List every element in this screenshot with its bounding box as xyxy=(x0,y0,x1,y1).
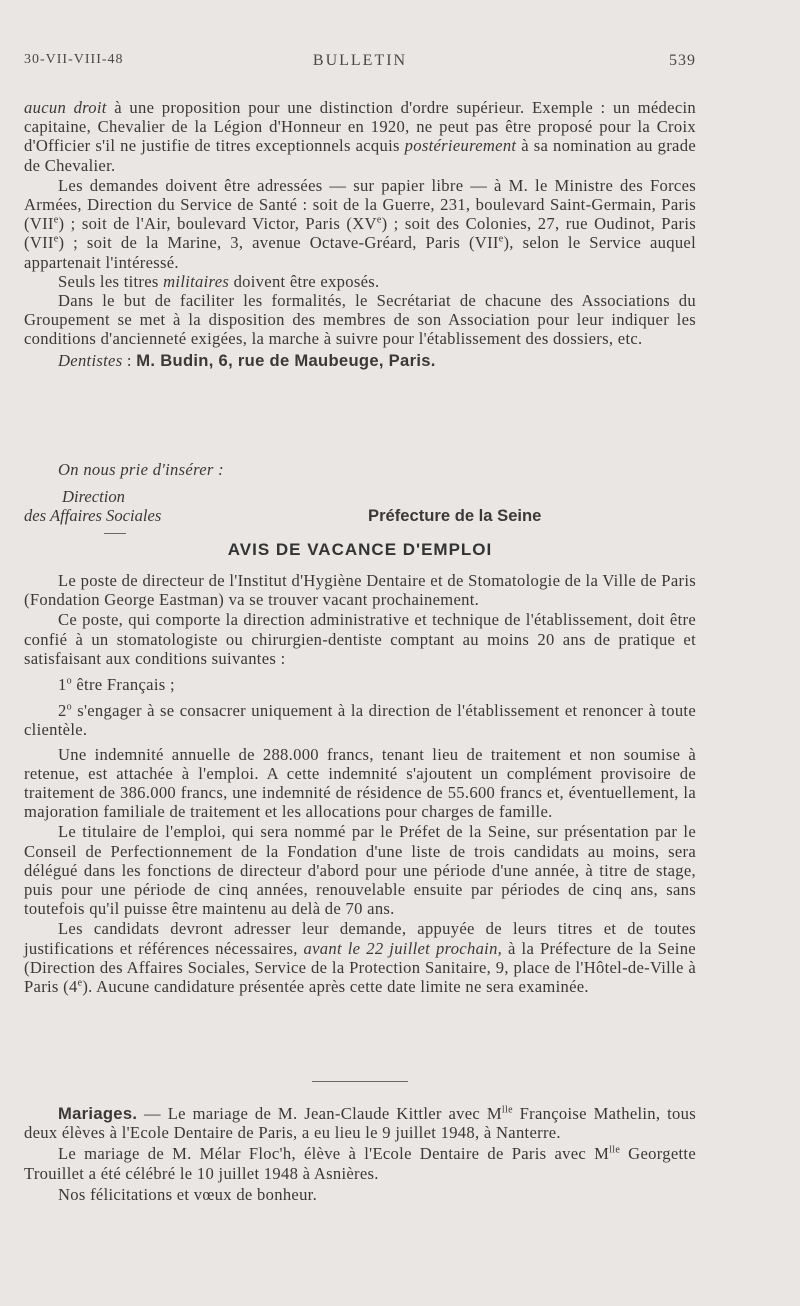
superscript: e xyxy=(53,214,59,226)
superscript: e xyxy=(376,214,382,226)
text: s'engager à se consacrer uniquement à la direction de l'établissement et renoncer à toute clientèle. xyxy=(24,701,696,740)
superscript: lle xyxy=(609,1144,621,1156)
text: ) ; soit de l'Air, boulevard Victor, Paris (XV xyxy=(58,214,377,234)
text: : xyxy=(122,350,137,370)
divider xyxy=(312,1081,408,1082)
paragraph xyxy=(24,176,696,272)
superscript: e xyxy=(498,233,504,245)
paragraph xyxy=(24,919,696,996)
text: ) ; soit de la Marine, 3, avenue Octave-Gréard, Paris (VII xyxy=(58,233,499,253)
italic-text: aucun droit xyxy=(24,98,107,117)
condition-item xyxy=(24,675,696,694)
italic-text: Direction xyxy=(62,487,125,506)
divider xyxy=(104,533,126,534)
italic-text: postérieurement xyxy=(404,136,517,156)
page-number: 539 xyxy=(669,52,696,69)
header-title: BULLETIN xyxy=(312,52,408,69)
text: Le mariage de M. Mélar Floc'h, élève à l'Ecole Dentaire de Paris avec M xyxy=(58,1144,610,1164)
text: à sa nomination au grade de Chevalier. xyxy=(24,136,696,175)
paragraph: Le titulaire de l'emploi, qui sera nommé par le Préfet de la Seine, sur présentation par le Conseil de Perfectionnement de la Fondation d'une liste de trois candidats au moins, sera délégué dans les fonctions de directeur d'abord pour une période d'une année, à titre de stage, puis pour une période de cinq années, renouvelable ensuite par périodes de cinq ans, sans toutefois qu'il puisse être maintenu au delà de 70 ans. xyxy=(24,822,696,919)
paragraph: Une indemnité annuelle de 288.000 francs, tenant lieu de traitement et non soumise à retenue, est attachée à l'emploi. A cette indemnité s'ajoutent un complément provisoire de traitement de 386.000 francs, une indemnité de résidence de 55.600 francs et, éventuellement, la majoration familiale de traitement et les allocations pour charges de famille. xyxy=(24,744,696,822)
text: — Le mariage de M. Jean-Claude Kittler avec M xyxy=(137,1104,502,1123)
insert-intro xyxy=(24,460,696,479)
paragraph xyxy=(24,1104,696,1142)
paragraph: Le poste de directeur de l'Institut d'Hygiène Dentaire et de Stomatologie de la Ville de Paris (Fondation George Eastman) va se trouver vacant prochainement. xyxy=(24,571,696,610)
italic-text: Dentistes xyxy=(58,350,123,370)
superscript: e xyxy=(53,233,59,245)
text: être Français ; xyxy=(71,675,175,695)
superscript: o xyxy=(66,701,72,713)
text: doivent être exposés. xyxy=(229,271,380,291)
section-vacance xyxy=(24,571,696,996)
address-bold: M. Budin, 6, rue de Maubeuge, Paris. xyxy=(136,350,436,370)
paragraph xyxy=(24,98,696,175)
text: Seuls les titres xyxy=(58,271,164,291)
condition-item xyxy=(24,701,696,739)
section-label: Mariages. xyxy=(58,1104,138,1123)
paragraph: Ce poste, qui comporte la direction administrative et technique de l'établissement, doit être confié à un stomatologiste ou chirurgien-dentiste comptant au moins 20 ans de pratique et satisfaisant aux conditions suivantes : xyxy=(24,610,696,668)
text xyxy=(24,460,696,479)
paragraph xyxy=(24,1144,696,1182)
section-mariages xyxy=(24,1104,696,1204)
text: Les demandes doivent être adressées — sur papier libre — à M. le Ministre des Forces Armées, Direction du Service de Santé : soit de la Guerre, 231, boulevard Saint-Germain, Paris (VII xyxy=(24,175,696,234)
text: ). Aucune candidature présentée après cette date limite ne sera examinée. xyxy=(82,977,589,997)
italic-text: militaires xyxy=(163,271,230,291)
text: Les candidats devront adresser leur demande, appuyée de leurs titres et de toutes justifications et références nécessaires, xyxy=(24,919,696,958)
bold-text: Préfecture de la Seine xyxy=(368,506,542,525)
direction-line xyxy=(24,506,161,525)
text: 2 xyxy=(58,701,67,721)
header-date: 30-VII-VIII-48 xyxy=(24,52,124,67)
italic-text: avant le 22 juillet prochain, xyxy=(303,938,503,958)
text: ), selon le Service auquel appartenait l'intéressé. xyxy=(24,233,696,272)
section-distinctions xyxy=(24,98,696,370)
italic-text: On nous prie d'insérer : xyxy=(58,460,224,479)
italic-text: des Affaires Sociales xyxy=(24,506,162,525)
paragraph xyxy=(24,272,696,291)
direction-line xyxy=(62,487,125,506)
paragraph: Dans le but de faciliter les formalités, le Secrétariat de chacune des Associations du Groupement se met à la disposition des membres de son Association pour leur indiquer les conditions d'ancienneté exigées, la marche à suivre pour l'établissement des dossiers, etc. xyxy=(24,291,696,349)
paragraph: Nos félicitations et vœux de bonheur. xyxy=(58,1184,318,1204)
text: 1 xyxy=(58,675,67,695)
text: ) ; soit des Colonies, 27, rue Oudinot, Paris (VII xyxy=(24,214,696,253)
text: Georgette Trouillet a été célébré le 10 juillet 1948 à Asnières. xyxy=(24,1144,696,1183)
prefecture-heading xyxy=(368,506,541,525)
page-header xyxy=(24,52,696,76)
superscript: e xyxy=(77,977,83,989)
text: à la Préfecture de la Seine (Direction des Affaires Sociales, Service de la Protection Sanitaire, 9, place de l'Hôtel-de-Ville à Paris (4 xyxy=(24,938,696,997)
superscript: o xyxy=(66,675,72,687)
notice-title: AVIS DE VACANCE D'EMPLOI xyxy=(227,540,493,559)
text: Françoise Mathelin, tous deux élèves à l'Ecole Dentaire de Paris, a eu lieu le 9 juillet 1948, à Nanterre. xyxy=(24,1104,696,1143)
dentistes-line xyxy=(24,351,696,370)
text: à une proposition pour une distinction d'ordre supérieur. Exemple : un médecin capitaine, Chevalier de la Légion d'Honneur en 1920, ne peut pas être proposé pour la Croix d'Officier s'il ne justifie de titres exceptionnels acquis xyxy=(24,98,696,156)
superscript: lle xyxy=(501,1104,513,1116)
